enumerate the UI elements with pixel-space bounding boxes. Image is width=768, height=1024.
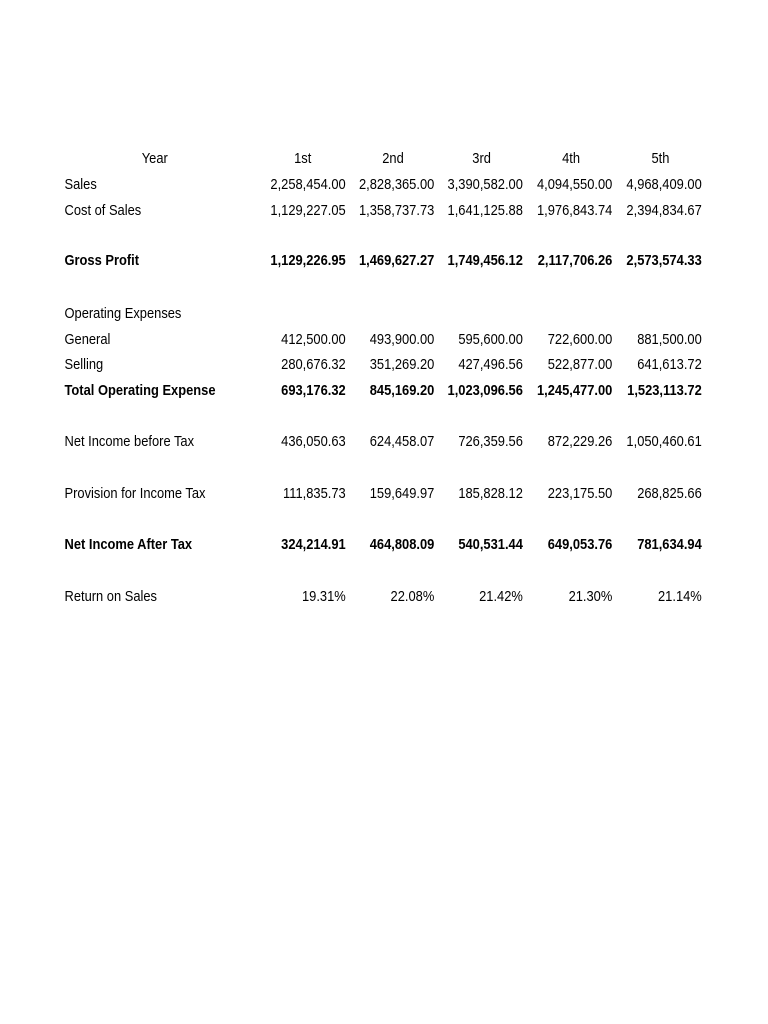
- selling-value-5: 641,613.72: [637, 356, 702, 373]
- operating-expenses-label: Operating Expenses: [64, 305, 182, 322]
- net-income-after-tax-value-2: 464,808.09: [369, 536, 435, 553]
- gross-profit-value-1: 1,129,226.95: [270, 252, 346, 269]
- gross-profit-label: Gross Profit: [64, 252, 140, 269]
- general-row: [0, 327, 702, 353]
- general-value-4: 722,600.00: [547, 331, 613, 348]
- selling-row: [0, 352, 702, 378]
- cost-of-sales-value-1: 1,129,227.05: [270, 202, 346, 219]
- total-operating-expense-value-4: 1,245,477.00: [536, 382, 613, 399]
- general-value-5: 881,500.00: [637, 331, 702, 348]
- return-on-sales-value-3: 21.42%: [479, 588, 523, 605]
- net-income-before-tax-value-4: 872,229.26: [547, 433, 613, 450]
- total-operating-expense-value-1: 693,176.32: [281, 382, 346, 399]
- general-value-3: 595,600.00: [458, 331, 523, 348]
- net-income-after-tax-label: Net Income After Tax: [64, 536, 193, 553]
- gross-profit-value-3: 1,749,456.12: [447, 252, 523, 269]
- selling-value-3: 427,496.56: [458, 356, 523, 373]
- net-income-after-tax-row: [0, 532, 702, 558]
- cost-of-sales-value-4: 1,976,843.74: [536, 202, 613, 219]
- provision-for-income-tax-value-4: 223,175.50: [547, 485, 613, 502]
- sales-value-5: 4,968,409.00: [626, 176, 702, 193]
- return-on-sales-label: Return on Sales: [64, 588, 158, 605]
- return-on-sales-value-5: 21.14%: [658, 588, 702, 605]
- general-value-2: 493,900.00: [369, 331, 435, 348]
- return-on-sales-row: [0, 584, 702, 610]
- period-header-3: 3rd: [472, 150, 491, 167]
- total-operating-expense-value-3: 1,023,096.56: [447, 382, 523, 399]
- selling-value-4: 522,877.00: [547, 356, 613, 373]
- return-on-sales-value-2: 22.08%: [390, 588, 435, 605]
- net-income-before-tax-label: Net Income before Tax: [64, 433, 195, 450]
- sales-row: [0, 172, 702, 198]
- provision-for-income-tax-row: [0, 481, 702, 507]
- selling-label: Selling: [64, 356, 104, 373]
- net-income-after-tax-value-4: 649,053.76: [547, 536, 613, 553]
- year-header: Year: [141, 150, 168, 167]
- cost-of-sales-value-3: 1,641,125.88: [447, 202, 523, 219]
- net-income-after-tax-value-1: 324,214.91: [281, 536, 346, 553]
- total-operating-expense-row: [0, 378, 702, 404]
- cost-of-sales-value-5: 2,394,834.67: [626, 202, 702, 219]
- return-on-sales-value-4: 21.30%: [568, 588, 613, 605]
- period-header-1: 1st: [294, 150, 312, 167]
- cost-of-sales-label: Cost of Sales: [64, 202, 142, 219]
- period-header-2: 2nd: [382, 150, 404, 167]
- period-header-4: 4th: [562, 150, 581, 167]
- provision-for-income-tax-label: Provision for Income Tax: [64, 485, 206, 502]
- selling-value-1: 280,676.32: [281, 356, 346, 373]
- return-on-sales-value-1: 19.31%: [301, 588, 346, 605]
- net-income-after-tax-value-5: 781,634.94: [637, 536, 702, 553]
- sales-value-2: 2,828,365.00: [358, 176, 435, 193]
- sales-value-1: 2,258,454.00: [270, 176, 346, 193]
- net-income-before-tax-value-1: 436,050.63: [281, 433, 346, 450]
- total-operating-expense-label: Total Operating Expense: [64, 382, 216, 399]
- net-income-before-tax-row: [0, 429, 702, 455]
- cost-of-sales-value-2: 1,358,737.73: [358, 202, 435, 219]
- gross-profit-value-2: 1,469,627.27: [358, 252, 435, 269]
- selling-value-2: 351,269.20: [369, 356, 435, 373]
- general-value-1: 412,500.00: [281, 331, 346, 348]
- gross-profit-value-4: 2,117,706.26: [537, 252, 613, 269]
- net-income-after-tax-value-3: 540,531.44: [458, 536, 523, 553]
- net-income-before-tax-value-5: 1,050,460.61: [626, 433, 702, 450]
- gross-profit-value-5: 2,573,574.33: [626, 252, 702, 269]
- sales-value-3: 3,390,582.00: [447, 176, 523, 193]
- operating-expenses-row: [0, 301, 660, 327]
- total-operating-expense-value-2: 845,169.20: [369, 382, 435, 399]
- provision-for-income-tax-value-2: 159,649.97: [369, 485, 435, 502]
- general-label: General: [64, 331, 111, 348]
- net-income-before-tax-value-3: 726,359.56: [458, 433, 523, 450]
- gross-profit-row: [0, 248, 702, 274]
- provision-for-income-tax-value-5: 268,825.66: [637, 485, 702, 502]
- sales-value-4: 4,094,550.00: [536, 176, 613, 193]
- total-operating-expense-value-5: 1,523,113.72: [627, 382, 702, 399]
- net-income-before-tax-value-2: 624,458.07: [369, 433, 435, 450]
- sales-label: Sales: [64, 176, 97, 193]
- header-row: [0, 146, 670, 172]
- provision-for-income-tax-value-3: 185,828.12: [458, 485, 523, 502]
- cost-of-sales-row: [0, 198, 702, 224]
- period-header-5: 5th: [651, 150, 670, 167]
- provision-for-income-tax-value-1: 111,835.73: [283, 485, 346, 502]
